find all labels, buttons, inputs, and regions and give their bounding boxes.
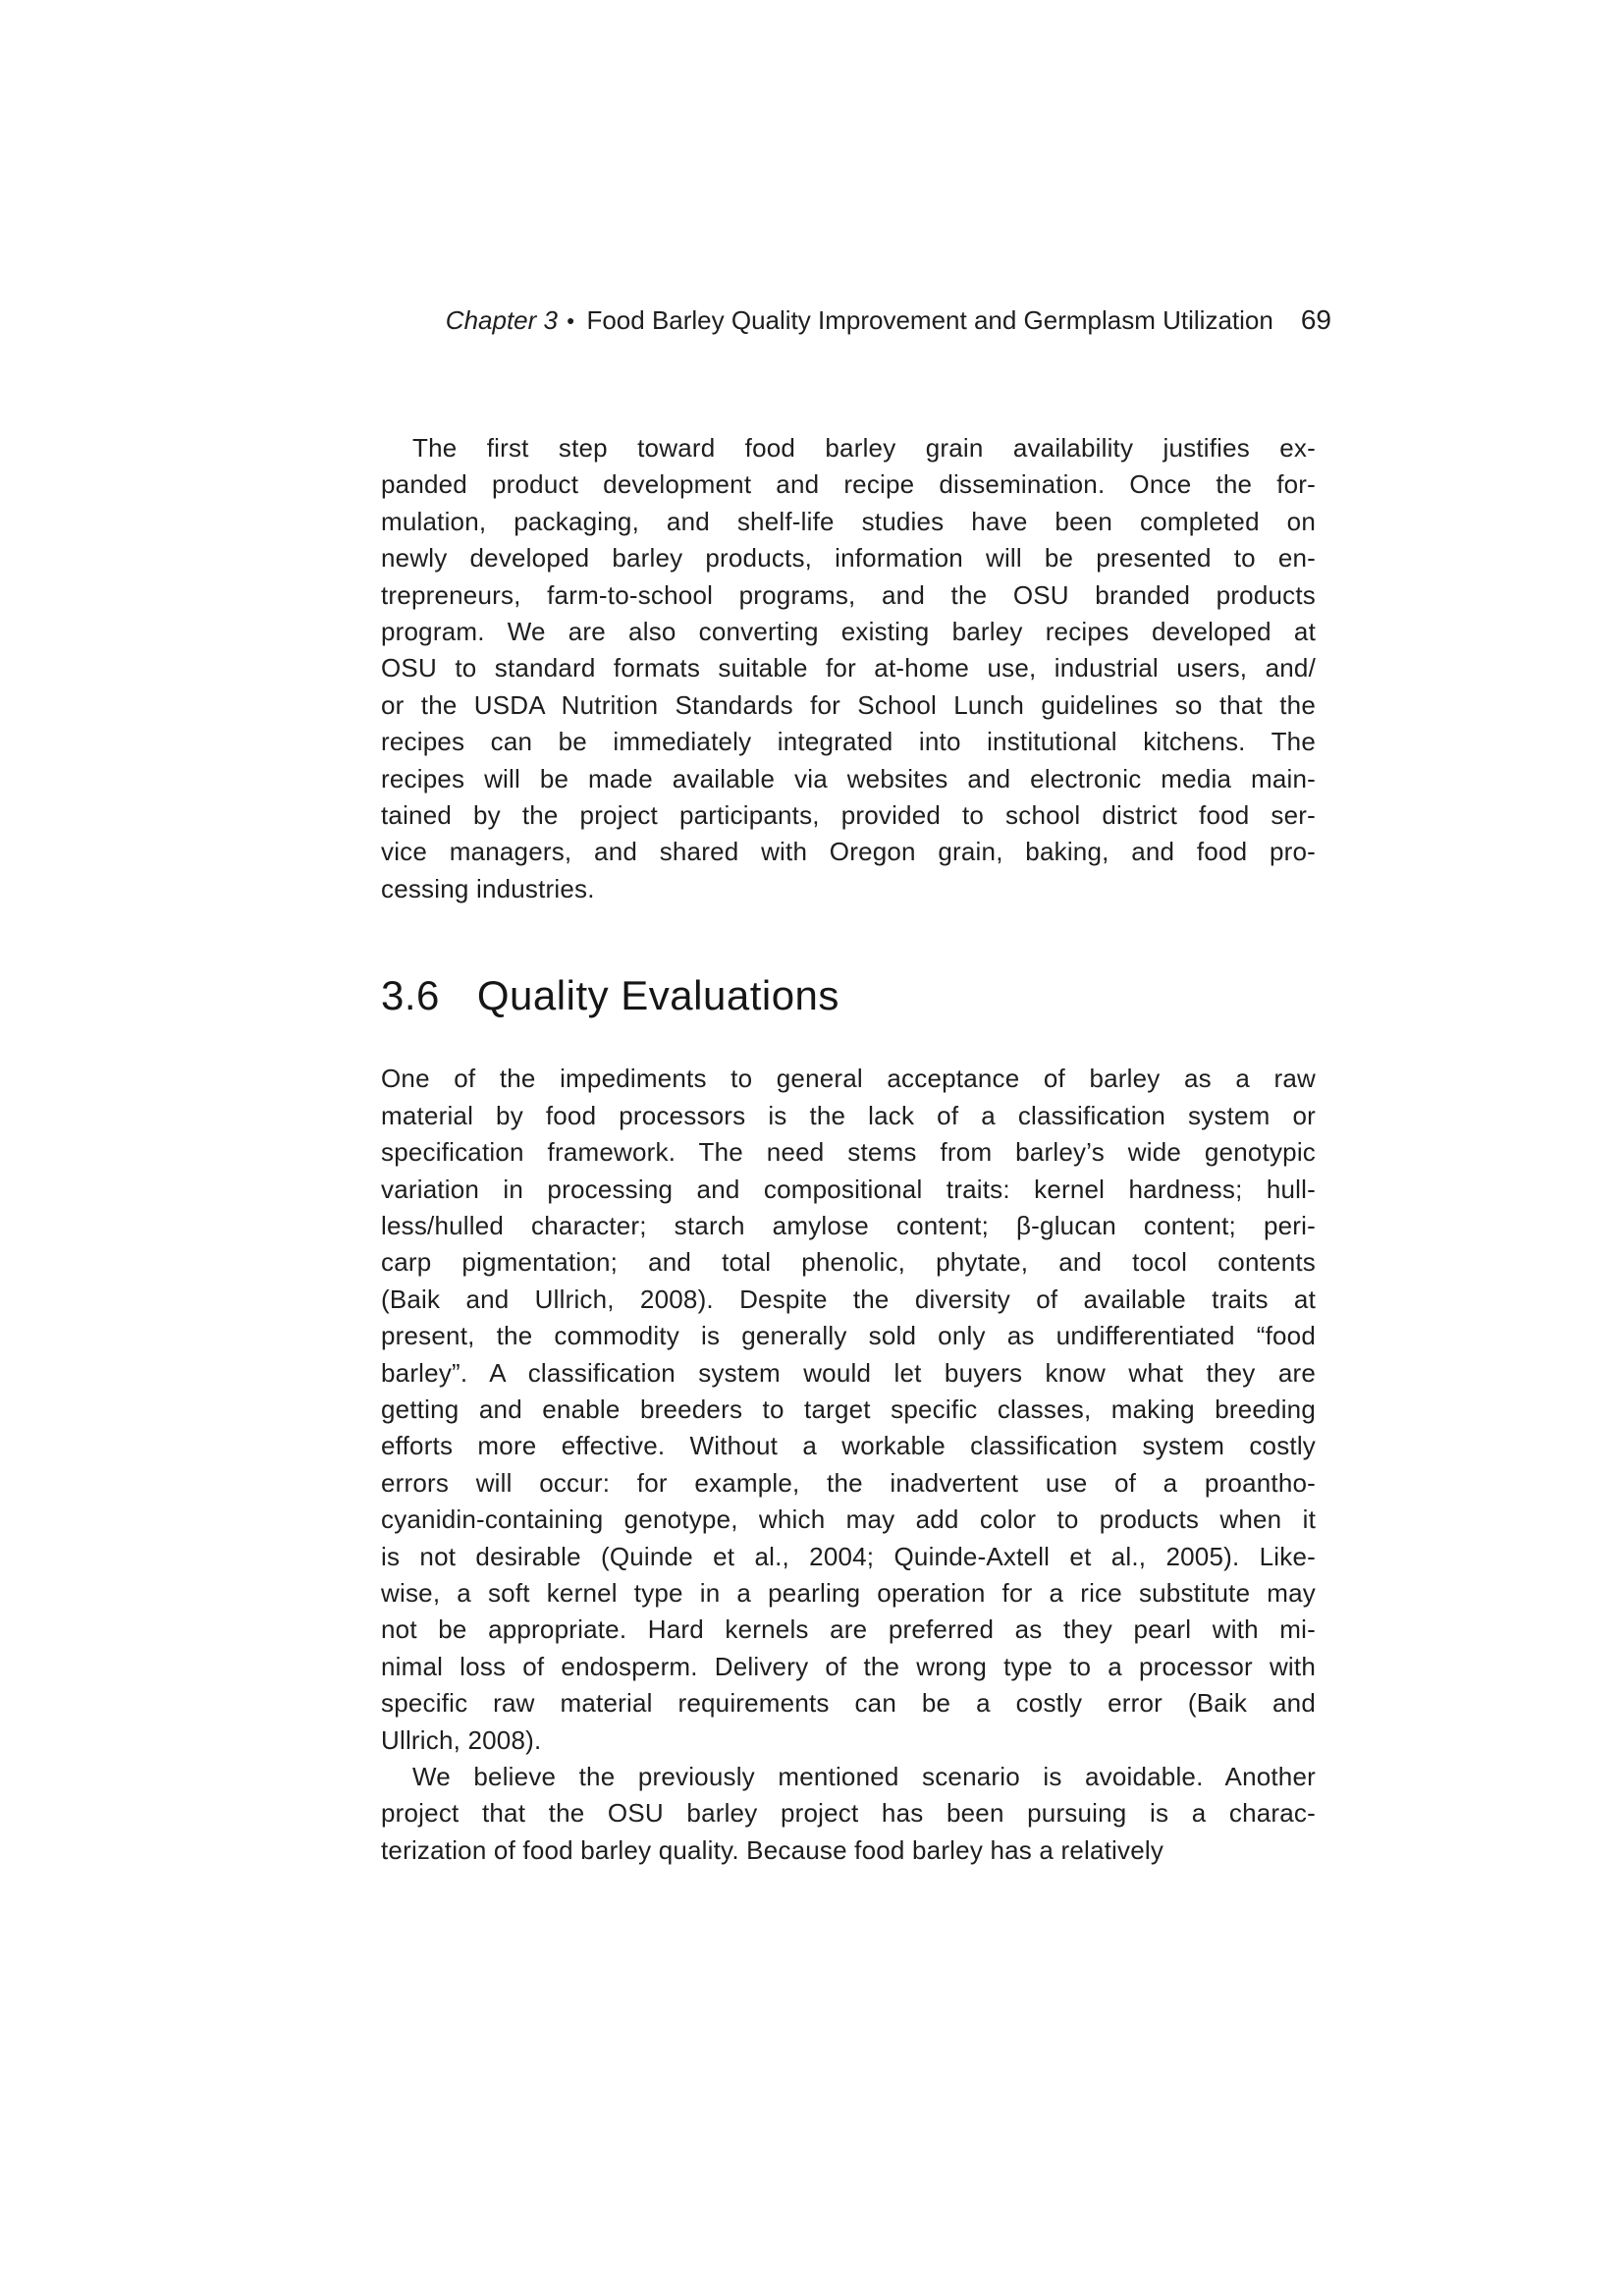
text-line: barley”. A classification system would let buyers know what they are [381,1357,1316,1388]
section-number: 3.6 [381,972,440,1019]
chapter-label: Chapter 3 [445,305,558,335]
text-line: variation in processing and compositional traits: kernel hardness; hull- [381,1174,1316,1204]
text-line: One of the impediments to general acceptance of barley as a raw [381,1064,1316,1094]
text-line: cyanidin-containing genotype, which may add color to products when it [381,1504,1316,1535]
text-line: recipes will be made available via websites and electronic media main- [381,763,1316,793]
text-line: wise, a soft kernel type in a pearling operation for a rice substitute may [381,1577,1316,1608]
text-line: not be appropriate. Hard kernels are preferred as they pearl with mi- [381,1614,1316,1645]
text-line: mulation, packaging, and shelf-life studies have been completed on [381,506,1316,536]
text-line: terization of food barley quality. Because food barley has a relatively [381,1834,1164,1865]
text-line: panded product development and recipe dissemination. Once the for- [381,469,1316,500]
section-heading [381,970,1316,1021]
page-number: 69 [1300,304,1331,335]
text-line: specific raw material requirements can be a costly error (Baik and [381,1688,1316,1719]
text-line: project that the OSU barley project has been pursuing is a charac- [381,1798,1316,1829]
text-line: material by food processors is the lack of a classification system or [381,1100,1316,1130]
text-line: We believe the previously mentioned scenario is avoidable. Another [412,1762,1316,1791]
section-title: Quality Evaluations [476,972,839,1019]
text-line: getting and enable breeders to target specific classes, making breeding [381,1394,1316,1424]
text-line: less/hulled character; starch amylose content; β-glucan content; peri- [381,1210,1316,1240]
text-line: cessing industries. [381,873,595,903]
text-line: present, the commodity is generally sold only as undifferentiated “food [381,1321,1316,1351]
text-line: is not desirable (Quinde et al., 2004; Quinde-Axtell et al., 2005). Like- [381,1541,1316,1571]
text-line: The first step toward food barley grain availability justifies ex- [412,433,1316,463]
paragraph-1 [381,430,1316,907]
text-line: errors will occur: for example, the inadvertent use of a proantho- [381,1467,1316,1498]
header-bullet-icon: ● [566,312,575,328]
text-line: specification framework. The need stems from barley’s wide genotypic [381,1137,1316,1168]
text-line: nimal loss of endosperm. Delivery of the wrong type to a processor with [381,1651,1316,1681]
text-line: OSU to standard formats suitable for at-home use, industrial users, and/ [381,653,1316,683]
text-line: vice managers, and shared with Oregon grain, baking, and food pro- [381,837,1316,867]
text-line: newly developed barley products, information will be presented to en- [381,543,1316,574]
text-line: or the USDA Nutrition Standards for School Lunch guidelines so that the [381,689,1316,720]
text-line: tained by the project participants, provided to school district food ser- [381,800,1316,831]
text-line: program. We are also converting existing barley recipes developed at [381,617,1316,647]
text-line: Ullrich, 2008). [381,1724,542,1755]
text-column [381,430,1316,1869]
running-header-title: Food Barley Quality Improvement and Germplasm Utilization [586,305,1273,335]
text-line: efforts more effective. Without a workable classification system costly [381,1431,1316,1461]
paragraph-2 [381,1061,1316,1759]
paragraph-3 [381,1759,1316,1869]
running-header [381,301,1331,340]
text-line: recipes can be immediately integrated into institutional kitchens. The [381,727,1316,757]
text-line: carp pigmentation; and total phenolic, phytate, and tocol contents [381,1247,1316,1278]
text-line: trepreneurs, farm-to-school programs, and the OSU branded products [381,579,1316,610]
text-line: (Baik and Ullrich, 2008). Despite the diversity of available traits at [381,1284,1316,1314]
